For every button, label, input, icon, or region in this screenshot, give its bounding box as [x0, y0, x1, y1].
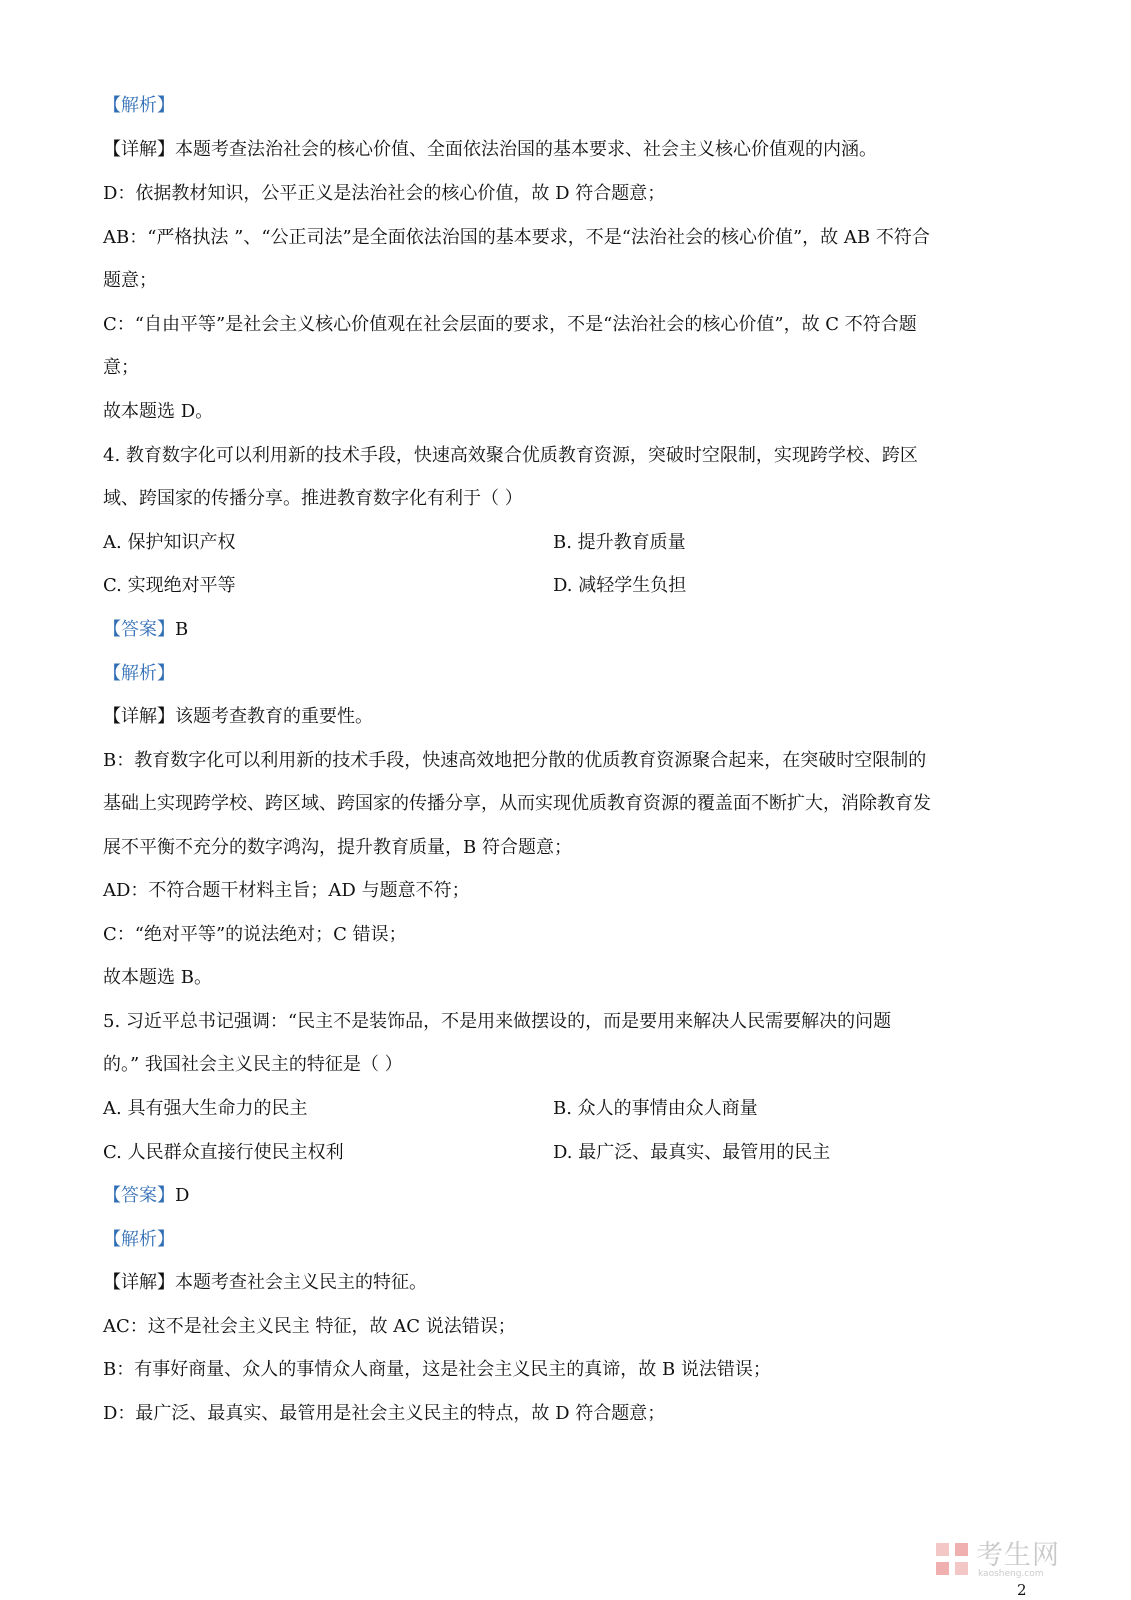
detail-tag: 【详解】 [103, 1272, 175, 1293]
analysis-tag: 【解析】 [103, 95, 175, 116]
q5-option-a: A. 具有强大生命力的民主 [103, 1098, 308, 1119]
q5-analysis-tag: 【解析】 [103, 1229, 175, 1250]
answer-value: B [175, 619, 189, 640]
conclusion-line: 故本题选 D。 [103, 401, 214, 422]
q5-option-b: B. 众人的事情由众人商量 [553, 1098, 758, 1119]
detail-tag: 【详解】 [103, 139, 175, 160]
q5-explanation: B：有事好商量、众人的事情众人商量，这是社会主义民主的真谛，故 B 说法错误； [103, 1359, 771, 1380]
q4-explanation: 基础上实现跨学校、跨区域、跨国家的传播分享，从而实现优质教育资源的覆盖面不断扩大，消除教育发 [103, 793, 931, 814]
q4-option-b: B. 提升教育质量 [553, 532, 686, 553]
q4-stem: 4. 教育数字化可以利用新的技术手段，快速高效聚合优质教育资源，突破时空限制，实现跨学校、跨区 [103, 445, 918, 466]
q5-stem: 5. 习近平总书记强调：“民主不是装饰品，不是用来做摆设的，而是要用来解决人民需要解决的问题 [103, 1011, 892, 1032]
explanation-line: C：“自由平等”是社会主义核心价值观在社会层面的要求，不是“法治社会的核心价值”，故 C 不符合题 [103, 314, 917, 335]
explanation-line: D：依据教材知识，公平正义是法治社会的核心价值，故 D 符合题意； [103, 183, 666, 204]
watermark [934, 1541, 1084, 1577]
q4-detail: 【详解】该题考查教育的重要性。 [103, 706, 373, 727]
q5-answer [103, 1184, 189, 1208]
q5-detail: 【详解】本题考查社会主义民主的特征。 [103, 1272, 427, 1293]
q5-stem: 的。” 我国社会主义民主的特征是（ ） [103, 1054, 403, 1075]
q4-option-d: D. 减轻学生负担 [553, 575, 687, 596]
q4-stem: 域、跨国家的传播分享。推进教育数字化有利于（ ） [103, 488, 523, 509]
watermark-text: 考生网 [976, 1540, 1060, 1571]
detail-line: 【详解】本题考查法治社会的核心价值、全面依法治国的基本要求、社会主义核心价值观的内涵。 [103, 139, 877, 160]
explanation-line: 意； [103, 357, 139, 378]
q5-option-c: C. 人民群众直接行使民主权利 [103, 1142, 344, 1163]
q4-explanation: 展不平衡不充分的数字鸿沟，提升教育质量，B 符合题意； [103, 837, 572, 858]
q4-option-a: A. 保护知识产权 [103, 532, 236, 553]
explanation-line: AB：“严格执法 ”、“公正司法”是全面依法治国的基本要求，不是“法治社会的核心价值”，故 AB 不符合 [103, 227, 930, 248]
answer-tag: 【答案】 [103, 619, 175, 640]
q4-option-c: C. 实现绝对平等 [103, 575, 236, 596]
q5-explanation: AC：这不是社会主义民主 特征，故 AC 说法错误； [103, 1316, 516, 1337]
q4-conclusion: 故本题选 B。 [103, 967, 212, 988]
q5-option-d: D. 最广泛、最真实、最管用的民主 [553, 1142, 831, 1163]
q4-explanation: B：教育数字化可以利用新的技术手段，快速高效地把分散的优质教育资源聚合起来，在突破时空限制的 [103, 750, 927, 771]
q4-answer [103, 618, 188, 642]
watermark-url: kaosheng.com [978, 1569, 1044, 1579]
plus-logo-icon [934, 1541, 970, 1577]
q4-explanation: C：“绝对平等”的说法绝对；C 错误； [103, 924, 407, 945]
answer-value: D [175, 1185, 190, 1206]
explanation-line: 题意； [103, 270, 157, 291]
page-number: 2 [1017, 1581, 1027, 1599]
answer-tag: 【答案】 [103, 1185, 175, 1206]
q4-analysis-tag: 【解析】 [103, 663, 175, 684]
q5-explanation: D：最广泛、最真实、最管用是社会主义民主的特点，故 D 符合题意； [103, 1403, 666, 1424]
q4-explanation: AD：不符合题干材料主旨；AD 与题意不符； [103, 880, 470, 901]
detail-tag: 【详解】 [103, 706, 175, 727]
